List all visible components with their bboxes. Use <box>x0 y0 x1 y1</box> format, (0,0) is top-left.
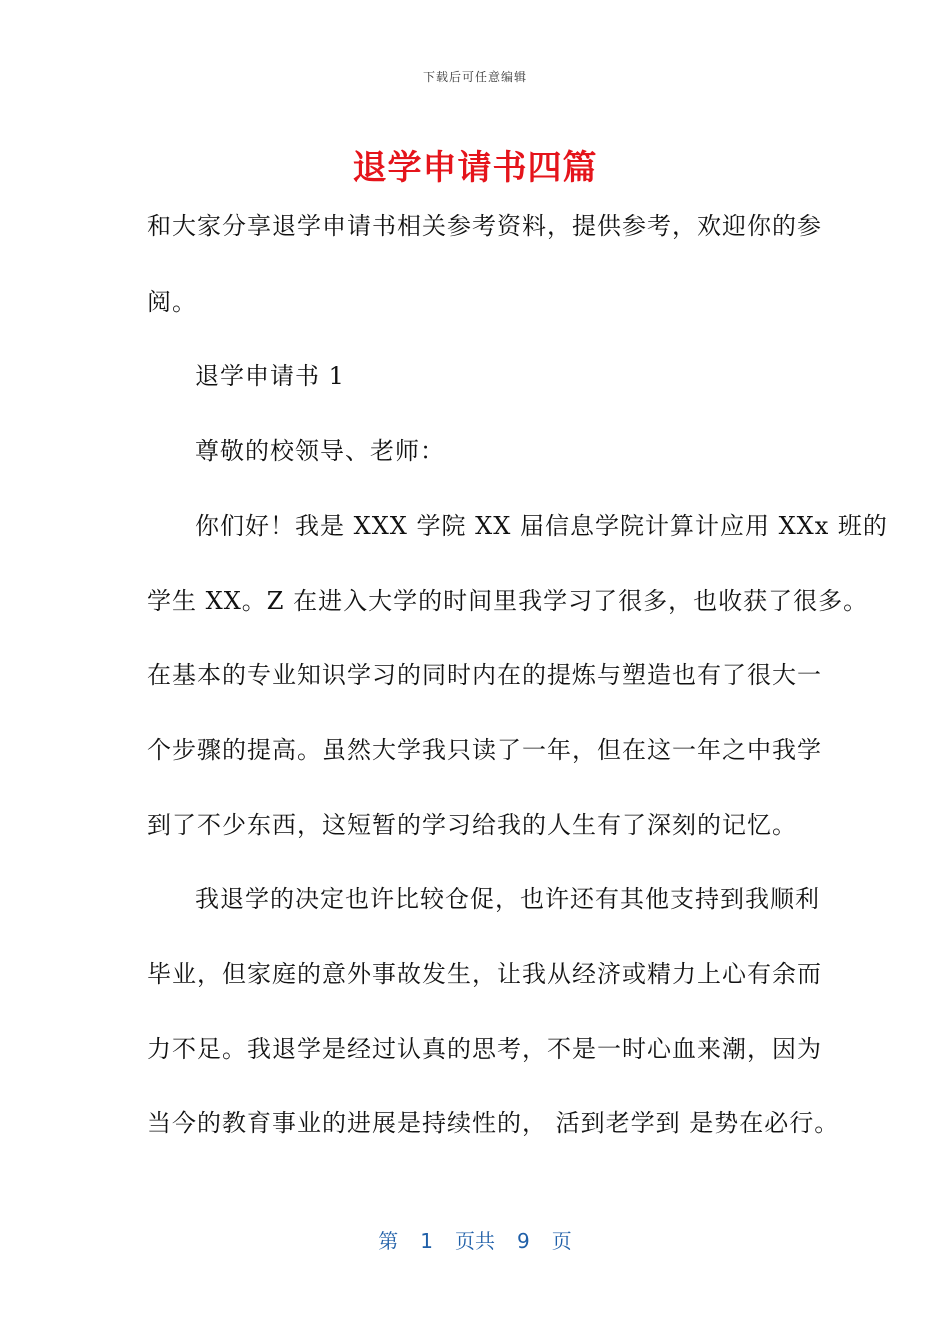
paragraph-line: 我退学的决定也许比较仓促，也许还有其他支持到我顺利 <box>195 885 820 913</box>
paragraph-line: 当今的教育事业的进展是持续性的， 活到老学到 是势在必行。 <box>147 1109 840 1137</box>
page-footer <box>0 1225 950 1254</box>
paragraph-line: 学生 XX。Z 在进入大学的时间里我学习了很多，也收获了很多。 <box>147 587 869 615</box>
paragraph-line: 你们好！我是 XXX 学院 XX 届信息学院计算计应用 XXx 班的 <box>195 512 888 540</box>
salutation: 尊敬的校领导、老师： <box>195 437 445 465</box>
footer-prefix: 第 <box>378 1229 399 1253</box>
paragraph-line: 阅。 <box>147 288 197 316</box>
document-title: 退学申请书四篇 <box>352 148 598 188</box>
footer-current-page: 1 <box>420 1229 433 1253</box>
paragraph-line: 在基本的专业知识学习的同时内在的提炼与塑造也有了很大一 <box>147 661 822 689</box>
paragraph-line: 力不足。我退学是经过认真的思考，不是一时心血来潮，因为 <box>147 1035 822 1063</box>
header-note: 下载后可任意编辑 <box>422 70 527 84</box>
paragraph-line: 个步骤的提高。虽然大学我只读了一年，但在这一年之中我学 <box>147 736 822 764</box>
paragraph-line: 毕业，但家庭的意外事故发生，让我从经济或精力上心有余而 <box>147 960 822 988</box>
footer-total-pages: 9 <box>517 1229 530 1253</box>
footer-suffix: 页 <box>551 1229 572 1253</box>
paragraph-line: 到了不少东西，这短暂的学习给我的人生有了深刻的记忆。 <box>147 811 797 839</box>
paragraph-line: 和大家分享退学申请书相关参考资料，提供参考，欢迎你的参 <box>147 212 822 240</box>
footer-middle: 页共 <box>455 1229 495 1253</box>
section-heading: 退学申请书 1 <box>195 362 345 390</box>
